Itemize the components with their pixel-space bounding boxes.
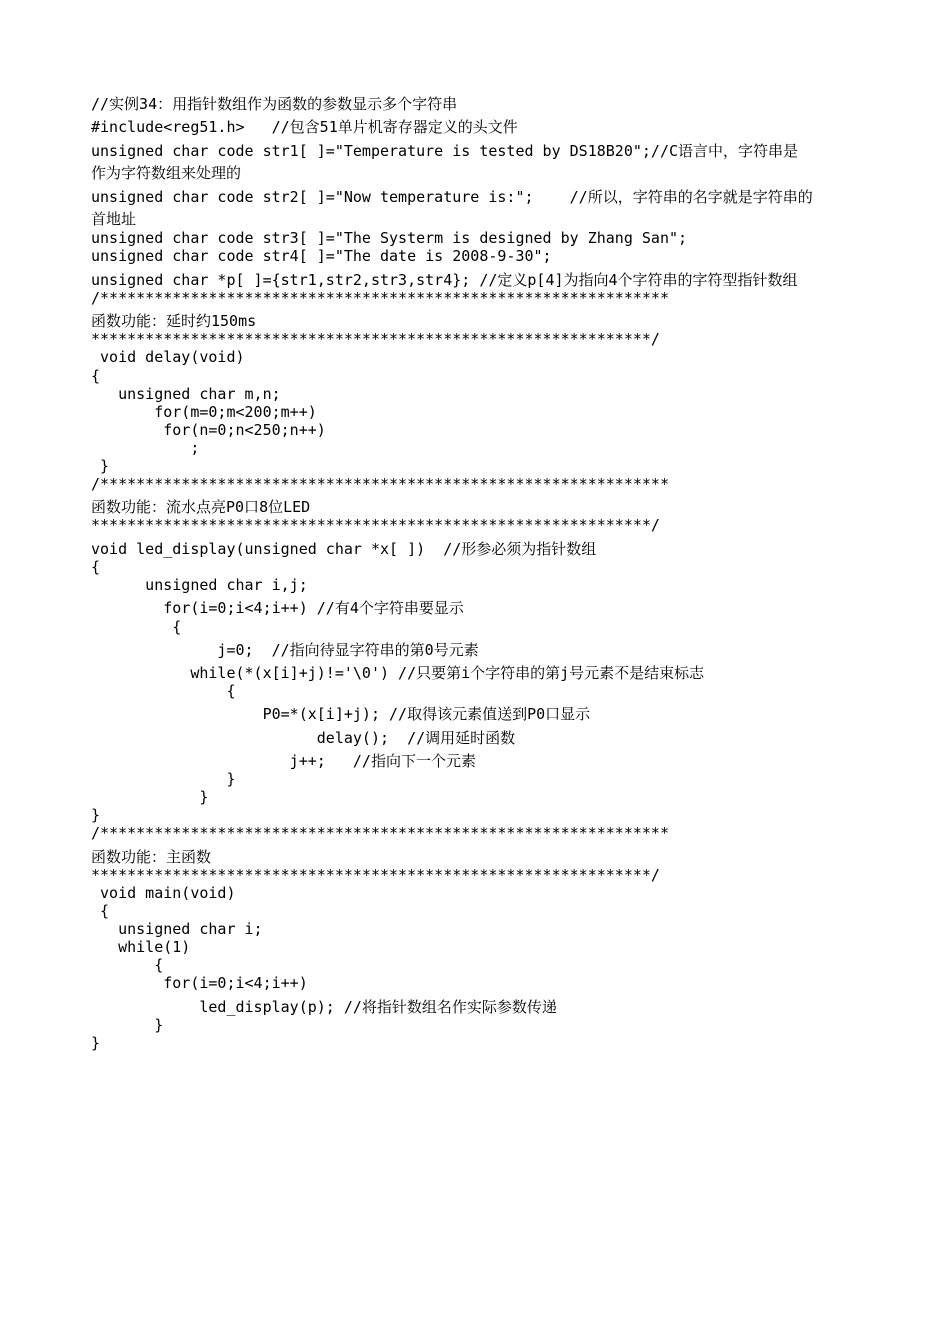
code-line: j=0; //指向待显字符串的第0号元素 bbox=[91, 641, 479, 659]
code-line: led_display(p); //将指针数组名作实际参数传递 bbox=[91, 998, 557, 1016]
code-line: while(*(x[i]+j)!='\0') //只要第i个字符串的第j号元素不是结束标志 bbox=[91, 664, 705, 682]
code-line: { bbox=[91, 902, 110, 920]
code-line: 函数功能：延时约150ms bbox=[91, 312, 257, 330]
code-line: unsigned char code str2[ ]="Now temperature is:"; //所以，字符串的名字就是字符串的 bbox=[91, 188, 813, 206]
code-line: { bbox=[91, 558, 101, 576]
comment-border: /*************************************************************** bbox=[91, 475, 669, 493]
comment-border: /*************************************************************** bbox=[91, 824, 669, 842]
code-line: } bbox=[91, 806, 101, 824]
code-line: while(1) bbox=[91, 938, 191, 956]
code-line: 首地址 bbox=[91, 210, 137, 228]
code-line: 函数功能：主函数 bbox=[91, 848, 212, 866]
code-line: void led_display(unsigned char *x[ ]) //形参必须为指针数组 bbox=[91, 540, 597, 558]
comment-border: **************************************************************/ bbox=[91, 516, 660, 534]
code-line: unsigned char m,n; bbox=[91, 385, 281, 403]
code-line: ; bbox=[91, 439, 200, 457]
code-line: unsigned char *p[ ]={str1,str2,str3,str4}; //定义p[4]为指向4个字符串的字符型指针数组 bbox=[91, 271, 798, 289]
comment-border: **************************************************************/ bbox=[91, 330, 660, 348]
code-line: //实例34：用指针数组作为函数的参数显示多个字符串 bbox=[91, 95, 458, 113]
comment-border: **************************************************************/ bbox=[91, 866, 660, 884]
code-line: 作为字符数组来处理的 bbox=[91, 164, 242, 182]
code-line: unsigned char i; bbox=[91, 920, 263, 938]
code-line: void delay(void) bbox=[91, 348, 245, 366]
code-line: { bbox=[91, 618, 182, 636]
code-line: } bbox=[91, 788, 209, 806]
code-line: delay(); //调用延时函数 bbox=[91, 729, 516, 747]
code-line: { bbox=[91, 682, 236, 700]
code-line: j++; //指向下一个元素 bbox=[91, 752, 476, 770]
code-line: } bbox=[91, 457, 110, 475]
code-line: unsigned char code str1[ ]="Temperature is tested by DS18B20";//C语言中，字符串是 bbox=[91, 142, 799, 160]
code-line: for(i=0;i<4;i++) bbox=[91, 974, 308, 992]
code-line: unsigned char i,j; bbox=[91, 576, 308, 594]
code-line: } bbox=[91, 770, 236, 788]
code-line: } bbox=[91, 1016, 164, 1034]
code-line: 函数功能：流水点亮P0口8位LED bbox=[91, 498, 311, 516]
code-line: P0=*(x[i]+j); //取得该元素值送到P0口显示 bbox=[91, 705, 591, 723]
code-line: unsigned char code str3[ ]="The Systerm is designed by Zhang San"; bbox=[91, 229, 688, 247]
code-line: for(m=0;m<200;m++) bbox=[91, 403, 317, 421]
code-line: { bbox=[91, 956, 164, 974]
code-line: for(i=0;i<4;i++) //有4个字符串要显示 bbox=[91, 599, 464, 617]
code-line: void main(void) bbox=[91, 884, 236, 902]
comment-border: /*************************************************************** bbox=[91, 289, 669, 307]
code-line: #include<reg51.h> //包含51单片机寄存器定义的头文件 bbox=[91, 118, 518, 136]
code-line: } bbox=[91, 1034, 101, 1052]
code-line: unsigned char code str4[ ]="The date is 2008-9-30"; bbox=[91, 247, 552, 265]
code-line: for(n=0;n<250;n++) bbox=[91, 421, 326, 439]
code-line: { bbox=[91, 367, 101, 385]
